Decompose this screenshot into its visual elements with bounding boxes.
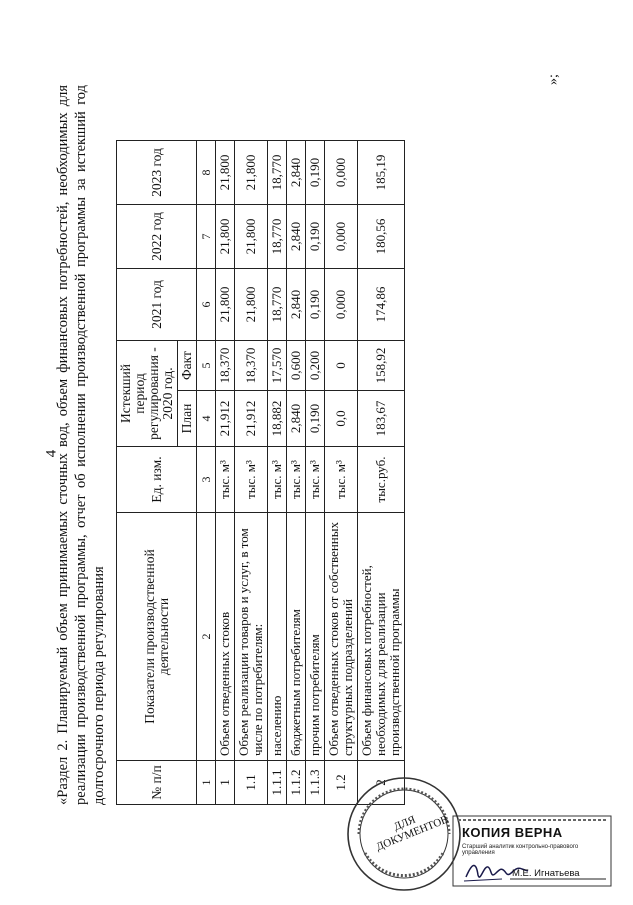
cell-indicator: прочим потребителям [306,513,325,761]
cell-indicator: Объем реализации товаров и услуг, в том числе по потребителям: [235,513,268,761]
header-period: Истекший период регулирования - 2020 год. [117,341,178,447]
cell-fact: 18,370 [216,341,235,391]
header-num: № п/п [117,761,197,805]
column-number: 4 [197,391,216,447]
cell-unit: тыс. м³ [325,447,358,513]
cell-num: 2 [358,761,405,805]
cell-indicator: Объем отведенных стоков [216,513,235,761]
cell-fact: 18,370 [235,341,268,391]
cell-y2023: 0,000 [325,141,358,205]
column-number: 7 [197,205,216,269]
cell-fact: 158,92 [358,341,405,391]
copy-title: КОПИЯ ВЕРНА [462,825,563,840]
cell-y2021: 18,770 [268,269,287,341]
cell-indicator: бюджетным потребителям [287,513,306,761]
copy-signer-name: М.Е. Игнатьева [512,868,580,879]
column-number: 3 [197,447,216,513]
cell-y2021: 0,190 [306,269,325,341]
cell-y2022: 21,800 [216,205,235,269]
cell-y2022: 0,190 [306,205,325,269]
cell-num: 1.1 [235,761,268,805]
cell-indicator: Объем финансовых потребностей, необходимых для реализации производственной программы [358,513,405,761]
cell-unit: тыс. м³ [287,447,306,513]
table-row [287,141,306,805]
cell-y2023: 21,800 [216,141,235,205]
cell-y2021: 174,86 [358,269,405,341]
cell-num: 1.2 [325,761,358,805]
cell-num: 1.1.3 [306,761,325,805]
cell-plan: 0,0 [325,391,358,447]
cell-plan: 21,912 [216,391,235,447]
table-row [358,141,405,805]
cell-y2022: 21,800 [235,205,268,269]
cell-fact: 17,570 [268,341,287,391]
header-unit: Ед. изм. [117,447,197,513]
cell-num: 1.1.1 [268,761,287,805]
cell-fact: 0 [325,341,358,391]
page-number: 4 [43,449,60,458]
cell-plan: 0,190 [306,391,325,447]
cell-indicator: населению [268,513,287,761]
cell-indicator: Объем отведенных стоков от собственных структурных подразделений [325,513,358,761]
column-number: 8 [197,141,216,205]
cell-y2023: 185,19 [358,141,405,205]
table-row [325,141,358,805]
cell-unit: тыс. м³ [235,447,268,513]
header-plan: План [178,391,197,447]
cell-y2021: 0,000 [325,269,358,341]
table-row [268,141,287,805]
header-2023: 2023 год [117,141,197,205]
cell-fact: 0,600 [287,341,306,391]
section-intro-text: «Раздел 2. Планируемый объем принимаемых сточных вод, объем финансовых потребностей, необходимых для реализации производственной программы, отчет об исполнении производственной программы за истекший год долгосрочного периода регулирования [55,85,107,805]
column-number-row [197,141,216,805]
header-fact: Факт [178,341,197,391]
cell-num: 1.1.2 [287,761,306,805]
column-number: 6 [197,269,216,341]
column-number: 5 [197,341,216,391]
table-row [235,141,268,805]
cell-y2021: 21,800 [235,269,268,341]
column-number: 1 [197,761,216,805]
cell-unit: тыс. м³ [216,447,235,513]
header-2022: 2022 год [117,205,197,269]
cell-plan: 2,840 [287,391,306,447]
cell-y2021: 21,800 [216,269,235,341]
cell-y2023: 0,190 [306,141,325,205]
table-row [306,141,325,805]
closing-mark: »; [546,74,561,85]
copy-subtitle: Старший аналитик контрольно-правового управления [462,844,579,856]
production-program-table [116,140,405,805]
cell-fact: 0,200 [306,341,325,391]
cell-y2023: 21,800 [235,141,268,205]
cell-y2022: 2,840 [287,205,306,269]
cell-unit: тыс. м³ [268,447,287,513]
cell-y2023: 2,840 [287,141,306,205]
cell-y2022: 180,56 [358,205,405,269]
rotated-content [54,45,599,805]
cell-y2023: 18,770 [268,141,287,205]
header-indicator: Показатели производственной деятельности [117,513,197,761]
cell-y2022: 18,770 [268,205,287,269]
cell-plan: 183,67 [358,391,405,447]
table-row [216,141,235,805]
cell-unit: тыс.руб. [358,447,405,513]
cell-plan: 21,912 [235,391,268,447]
cell-plan: 18,882 [268,391,287,447]
header-2021: 2021 год [117,269,197,341]
column-number: 2 [197,513,216,761]
round-stamp-text: ДЛЯ ДОКУМЕНТОВ [374,813,451,854]
cell-y2021: 2,840 [287,269,306,341]
cell-y2022: 0,000 [325,205,358,269]
cell-num: 1 [216,761,235,805]
cell-unit: тыс. м³ [306,447,325,513]
